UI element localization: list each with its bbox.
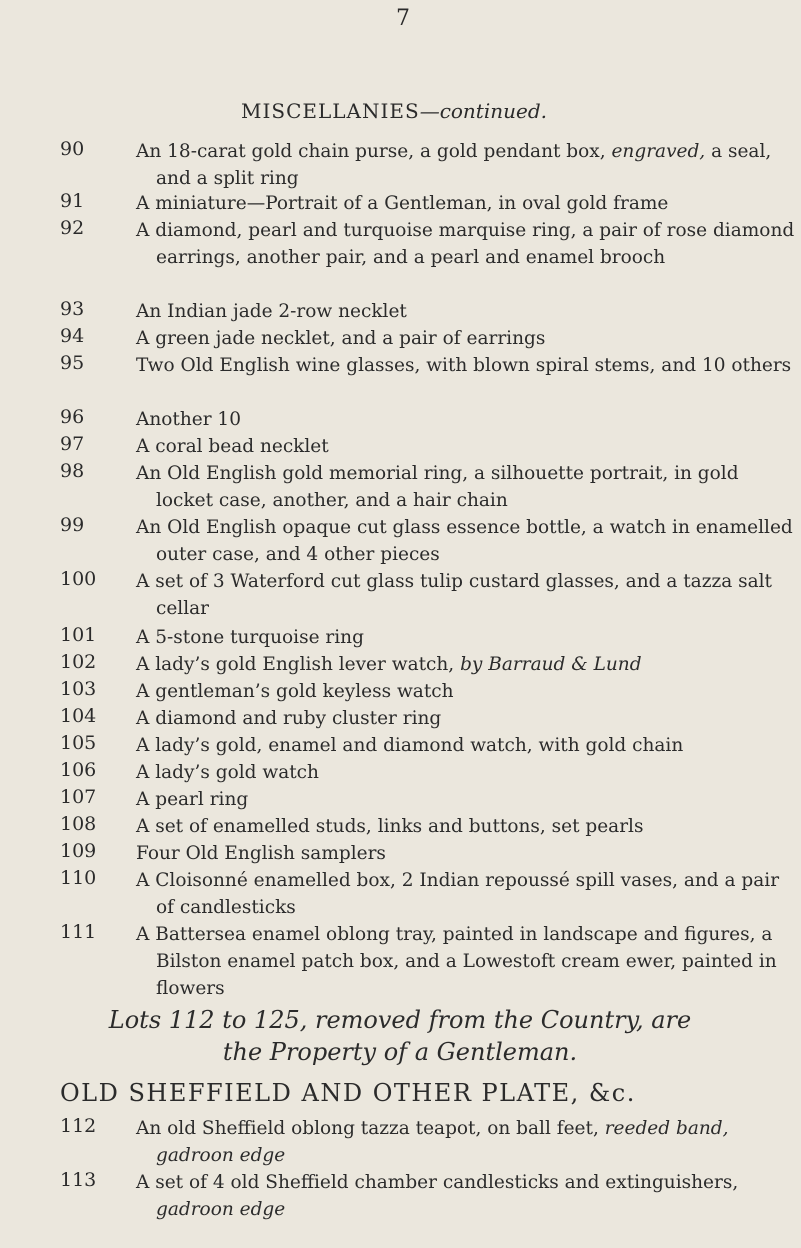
lot-description (136, 433, 796, 460)
page-heading (114, 99, 674, 123)
section-title: OLD SHEFFIELD AND OTHER PLATE, &c. (60, 1079, 636, 1107)
lot-number: 110 (60, 867, 97, 889)
lot-description (136, 813, 796, 840)
lot-description (136, 568, 796, 622)
lot-number: 92 (60, 217, 85, 239)
provenance-notice (60, 1004, 740, 1068)
lot-number: 107 (60, 786, 97, 808)
lot-description-text: An Old English opaque cut glass essence bottle, a watch in enamelled outer case, and 4 other pieces (136, 517, 793, 565)
lot-description-text: A lady’s gold watch (136, 762, 319, 783)
lot-description (136, 651, 796, 678)
lot-description (136, 352, 796, 379)
lot-number: 106 (60, 759, 97, 781)
lot-description-text: A pearl ring (136, 789, 249, 810)
page-number: 7 (396, 6, 410, 31)
lot-description (136, 678, 796, 705)
lot-number: 91 (60, 190, 85, 212)
lot-description-italic: engraved, (611, 141, 706, 162)
lot-description-text: A 5-stone turquoise ring (136, 627, 364, 648)
notice-line-2: the Property of a Gentleman. (222, 1038, 578, 1066)
lot-description-text: A diamond and ruby cluster ring (136, 708, 442, 729)
lot-number: 111 (60, 921, 97, 943)
lot-description (136, 514, 796, 568)
lot-description (136, 921, 796, 1002)
lot-description-text: A gentleman’s gold keyless watch (136, 681, 454, 702)
lot-number: 109 (60, 840, 97, 862)
lot-description-text: A lady’s gold, enamel and diamond watch, with gold chain (136, 735, 684, 756)
lot-description (136, 190, 796, 217)
lot-description (136, 624, 796, 651)
lot-description-text: An old Sheffield oblong tazza teapot, on ball feet, (136, 1118, 605, 1139)
lot-number: 101 (60, 624, 97, 646)
lot-number: 95 (60, 352, 85, 374)
lot-description (136, 786, 796, 813)
lot-description (136, 759, 796, 786)
lot-description-text: A miniature—Portrait of a Gentleman, in oval gold frame (136, 193, 669, 214)
lot-description-text: A set of 3 Waterford cut glass tulip custard glasses, and a tazza salt cellar (136, 571, 772, 619)
lot-description-text: An Indian jade 2-row necklet (136, 301, 407, 322)
lot-description-text: A diamond, pearl and turquoise marquise ring, a pair of rose diamond earrings, another pair, and a pearl and enamel brooch (136, 220, 795, 268)
lot-number: 104 (60, 705, 97, 727)
lot-number: 97 (60, 433, 85, 455)
lot-description-text: A Cloisonné enamelled box, 2 Indian repoussé spill vases, and a pair of candlesticks (136, 870, 780, 918)
lot-description (136, 867, 796, 921)
lot-description (136, 705, 796, 732)
lot-number: 108 (60, 813, 97, 835)
lot-description-italic: by Barraud & Lund (460, 654, 642, 675)
heading-suffix: —continued. (419, 99, 548, 123)
lot-description-text: A coral bead necklet (136, 436, 329, 457)
lot-description-text: A Battersea enamel oblong tray, painted in landscape and figures, a Bilston enamel patch box, and a Lowestoft cream ewer, painted in flowers (136, 924, 777, 999)
lot-description-text: Two Old English wine glasses, with blown spiral stems, and 10 others (136, 355, 792, 376)
lot-description (136, 217, 796, 271)
lot-number: 100 (60, 568, 97, 590)
lot-description (136, 732, 796, 759)
lot-description-text: A green jade necklet, and a pair of earrings (136, 328, 546, 349)
lot-number: 112 (60, 1115, 97, 1137)
lot-description (136, 406, 796, 433)
lot-description (136, 840, 796, 867)
lot-description-text: a seal, and a split ring (156, 141, 772, 189)
lot-description-text: An Old English gold memorial ring, a silhouette portrait, in gold locket case, another, and a hair chain (136, 463, 739, 511)
lot-number: 99 (60, 514, 85, 536)
lot-description (136, 298, 796, 325)
heading-main: MISCELLANIES (240, 99, 420, 123)
lot-description-text: A lady’s gold English lever watch, (136, 654, 461, 675)
lot-number: 105 (60, 732, 97, 754)
lot-description-text: A set of 4 old Sheffield chamber candlesticks and extinguishers, (136, 1172, 739, 1193)
lot-description (136, 138, 796, 192)
lot-description-text: A set of enamelled studs, links and buttons, set pearls (136, 816, 644, 837)
lot-description-text: Four Old English samplers (136, 843, 386, 864)
lot-number: 90 (60, 138, 85, 160)
lot-description-italic: gadroon edge (156, 1199, 286, 1220)
lot-description (136, 460, 796, 514)
lot-description-text: An 18-carat gold chain purse, a gold pendant box, (136, 141, 612, 162)
lot-description (136, 1169, 796, 1223)
lot-number: 102 (60, 651, 97, 673)
notice-line-1: Lots 112 to 125, removed from the Country, are (108, 1006, 692, 1034)
lot-description (136, 1115, 796, 1169)
lot-number: 96 (60, 406, 85, 428)
lot-number: 93 (60, 298, 85, 320)
lot-description-italic: reeded band, gadroon edge (156, 1118, 729, 1166)
lot-number: 113 (60, 1169, 97, 1191)
lot-description-text: Another 10 (136, 409, 241, 430)
lot-number: 94 (60, 325, 85, 347)
lot-number: 98 (60, 460, 85, 482)
lot-description (136, 325, 796, 352)
lot-number: 103 (60, 678, 97, 700)
